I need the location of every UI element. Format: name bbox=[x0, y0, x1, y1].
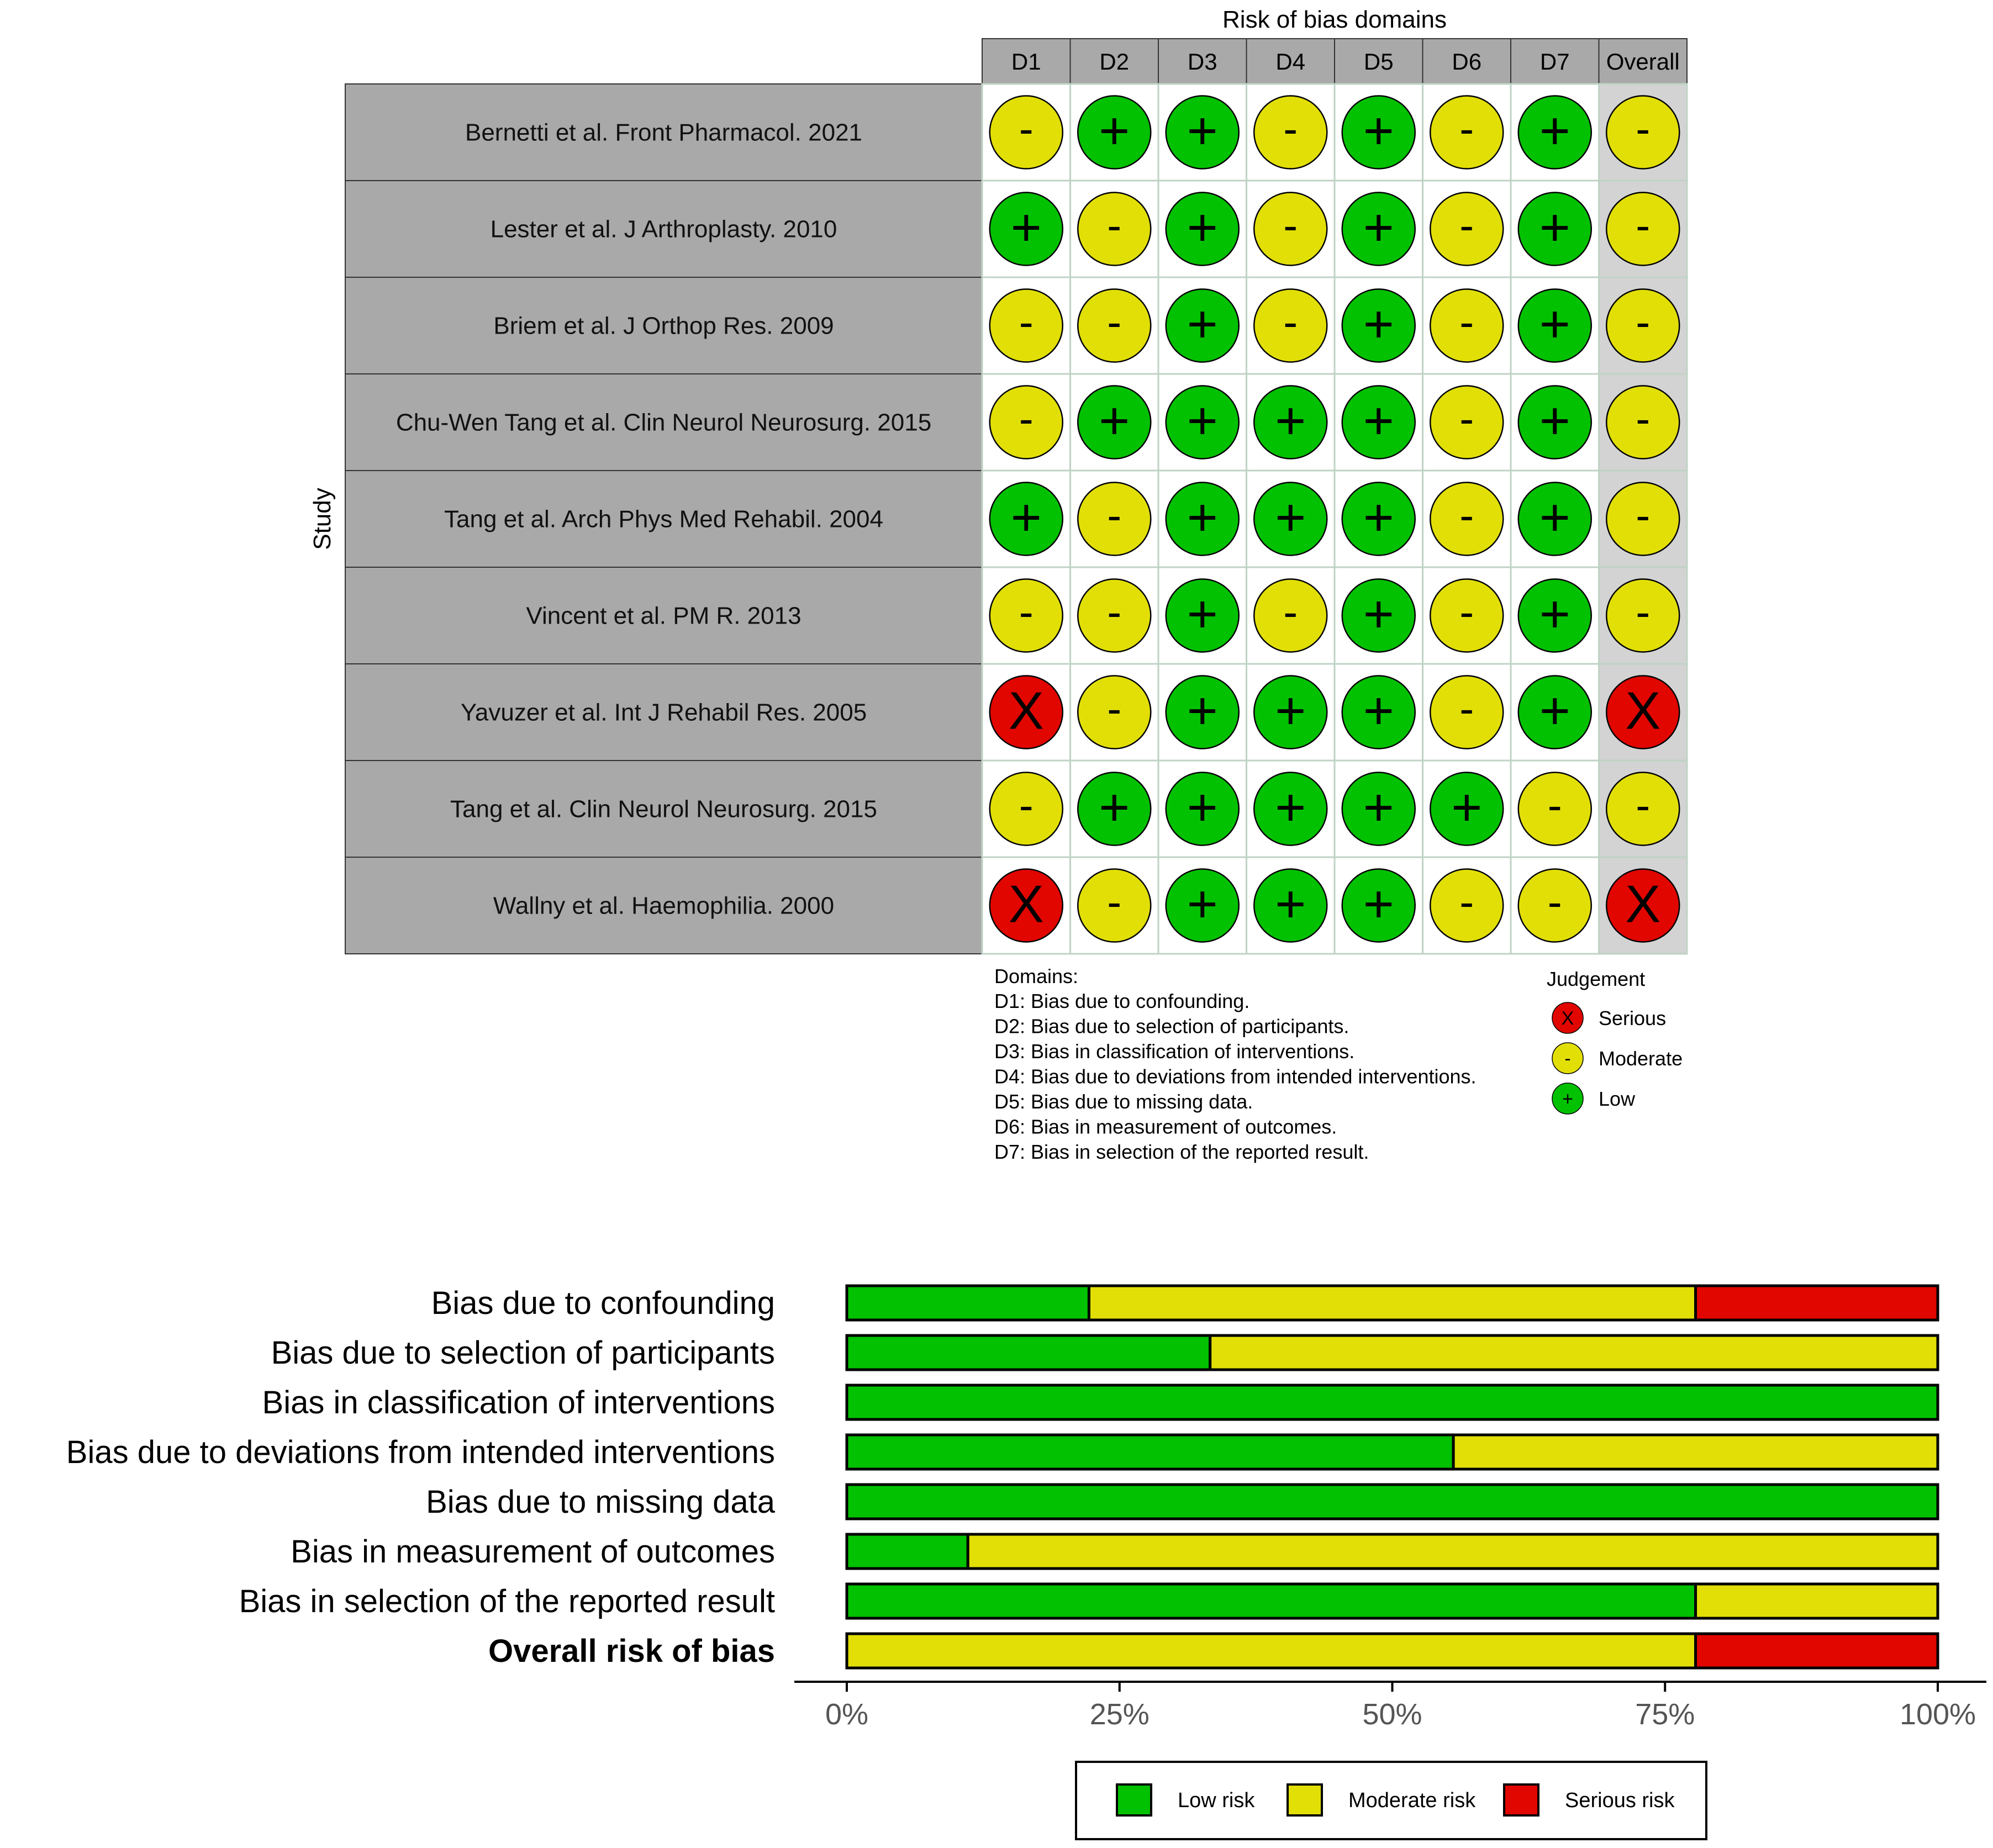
legend-moderate-label: Moderate bbox=[1599, 1047, 1683, 1070]
domains-caption-line: D6: Bias in measurement of outcomes. bbox=[994, 1115, 1337, 1138]
judgement-symbol: + bbox=[1539, 294, 1570, 354]
category-label: Bias due to confounding bbox=[431, 1285, 775, 1321]
judgement-symbol: - bbox=[1459, 587, 1474, 636]
judgement-symbol: - bbox=[1283, 587, 1298, 636]
domain-header-d7: D7 bbox=[1539, 49, 1570, 75]
study-label: Briem et al. J Orthop Res. 2009 bbox=[493, 312, 834, 340]
judgement-symbol: + bbox=[1187, 294, 1218, 354]
bar-segment-moderate-risk bbox=[1696, 1584, 1938, 1618]
judgement-symbol: - bbox=[1636, 297, 1651, 346]
judgement-symbol: - bbox=[1459, 394, 1474, 443]
judgement-symbol: - bbox=[1459, 490, 1474, 540]
bar-segment-serious-risk bbox=[1696, 1286, 1938, 1320]
series-legend-label: Moderate risk bbox=[1348, 1789, 1476, 1812]
judgement-symbol: - bbox=[1107, 297, 1122, 346]
judgement-symbol: - bbox=[1283, 297, 1298, 346]
judgement-symbol: + bbox=[1363, 391, 1394, 451]
legend-serious-label: Serious bbox=[1599, 1007, 1667, 1029]
category-label: Bias in measurement of outcomes bbox=[291, 1534, 775, 1570]
judgement-symbol: + bbox=[1187, 101, 1218, 161]
domain-header-d4: D4 bbox=[1275, 49, 1306, 75]
study-label: Tang et al. Arch Phys Med Rehabil. 2004 bbox=[444, 505, 883, 533]
bar-segment-moderate-risk bbox=[1453, 1435, 1938, 1469]
bar-segment-low-risk bbox=[847, 1335, 1210, 1370]
study-label: Yavuzer et al. Int J Rehabil Res. 2005 bbox=[460, 699, 867, 726]
judgement-symbol: - bbox=[1019, 780, 1034, 830]
bar-segment-low-risk bbox=[847, 1435, 1453, 1469]
judgement-symbol: - bbox=[1107, 200, 1122, 250]
study-label: Bernetti et al. Front Pharmacol. 2021 bbox=[465, 119, 863, 146]
judgement-symbol: + bbox=[1187, 681, 1218, 741]
summary-bar-chart bbox=[66, 1285, 1986, 1839]
bar-segment-moderate-risk bbox=[847, 1634, 1696, 1668]
legend-symbol: - bbox=[1564, 1048, 1571, 1069]
judgement-symbol: - bbox=[1107, 684, 1122, 733]
bar-segment-low-risk bbox=[847, 1534, 968, 1569]
domain-header-d1: D1 bbox=[1011, 49, 1041, 75]
judgement-symbol: - bbox=[1019, 394, 1034, 443]
legend-low-label: Low bbox=[1599, 1087, 1636, 1110]
x-tick-label: 50% bbox=[1362, 1698, 1422, 1731]
legend-symbol: + bbox=[1562, 1089, 1573, 1110]
y-axis-label: Study bbox=[309, 488, 336, 550]
judgement-symbol: - bbox=[1459, 297, 1474, 346]
series-legend-label: Serious risk bbox=[1565, 1789, 1675, 1812]
judgement-symbol: + bbox=[1539, 681, 1570, 741]
judgement-symbol: + bbox=[1275, 778, 1306, 837]
judgement-symbol: - bbox=[1019, 587, 1034, 636]
x-tick-label: 25% bbox=[1089, 1698, 1150, 1731]
series-legend-label: Low risk bbox=[1178, 1789, 1255, 1812]
judgement-symbol: - bbox=[1636, 780, 1651, 830]
judgement-symbol: + bbox=[1187, 584, 1218, 644]
domains-caption-heading: Domains: bbox=[994, 965, 1079, 988]
series-legend-swatch bbox=[1288, 1784, 1322, 1815]
bar-segment-moderate-risk bbox=[1210, 1335, 1938, 1370]
judgement-symbol: + bbox=[1275, 681, 1306, 741]
x-tick-label: 0% bbox=[825, 1698, 869, 1731]
judgement-symbol: - bbox=[1636, 490, 1651, 540]
judgement-symbol: + bbox=[1187, 391, 1218, 451]
judgement-symbol: X bbox=[1625, 681, 1661, 741]
judgement-symbol: - bbox=[1107, 587, 1122, 636]
traffic-light-plot bbox=[309, 6, 1687, 1163]
series-legend-swatch bbox=[1504, 1784, 1538, 1815]
domain-header-overall: Overall bbox=[1606, 49, 1680, 75]
judgement-symbol: + bbox=[1363, 294, 1394, 354]
judgement-symbol: - bbox=[1019, 297, 1034, 346]
judgement-symbol: + bbox=[1363, 584, 1394, 644]
judgement-symbol: - bbox=[1459, 877, 1474, 926]
study-label: Tang et al. Clin Neurol Neurosurg. 2015 bbox=[450, 795, 877, 823]
judgement-symbol: + bbox=[1363, 778, 1394, 837]
x-tick-label: 100% bbox=[1899, 1698, 1976, 1731]
x-tick-label: 75% bbox=[1635, 1698, 1695, 1731]
judgement-symbol: - bbox=[1283, 104, 1298, 153]
category-label: Bias due to deviations from intended interventions bbox=[66, 1434, 775, 1470]
domains-caption-line: D1: Bias due to confounding. bbox=[994, 990, 1250, 1012]
domains-caption-line: D5: Bias due to missing data. bbox=[994, 1090, 1253, 1113]
judgement-symbol: + bbox=[1451, 778, 1483, 837]
domain-header-d3: D3 bbox=[1187, 49, 1217, 75]
judgement-symbol: + bbox=[1010, 198, 1042, 257]
domains-caption-line: D4: Bias due to deviations from intended interventions. bbox=[994, 1065, 1477, 1088]
study-label: Lester et al. J Arthroplasty. 2010 bbox=[490, 215, 837, 243]
judgement-symbol: - bbox=[1283, 200, 1298, 250]
study-label: Wallny et al. Haemophilia. 2000 bbox=[493, 892, 835, 920]
domain-header-d6: D6 bbox=[1452, 49, 1482, 75]
judgement-symbol: + bbox=[1187, 488, 1218, 547]
bar-segment-low-risk bbox=[847, 1485, 1938, 1519]
judgement-symbol: - bbox=[1636, 587, 1651, 636]
judgement-symbol: + bbox=[1187, 198, 1218, 257]
judgement-symbol: X bbox=[1008, 874, 1044, 934]
judgement-symbol: + bbox=[1099, 391, 1130, 451]
bar-segment-low-risk bbox=[847, 1584, 1696, 1618]
judgement-symbol: - bbox=[1547, 877, 1562, 926]
judgement-symbol: - bbox=[1636, 104, 1651, 153]
judgement-symbol: + bbox=[1275, 391, 1306, 451]
judgement-legend-title: Judgement bbox=[1547, 968, 1646, 990]
judgement-symbol: + bbox=[1187, 778, 1218, 837]
domain-header-d2: D2 bbox=[1099, 49, 1130, 75]
judgement-symbol: - bbox=[1107, 877, 1122, 926]
domain-header-d5: D5 bbox=[1363, 49, 1394, 75]
judgement-symbol: + bbox=[1539, 391, 1570, 451]
bar-segment-moderate-risk bbox=[968, 1534, 1938, 1569]
judgement-symbol: + bbox=[1275, 874, 1306, 934]
judgement-symbol: + bbox=[1363, 488, 1394, 547]
judgement-symbol: + bbox=[1187, 874, 1218, 934]
judgement-symbol: X bbox=[1008, 681, 1044, 741]
study-label: Chu-Wen Tang et al. Clin Neurol Neurosurg. 2015 bbox=[396, 409, 932, 436]
judgement-symbol: - bbox=[1547, 780, 1562, 830]
category-label: Bias in classification of interventions bbox=[262, 1385, 775, 1421]
domains-caption-line: D2: Bias due to selection of participants. bbox=[994, 1015, 1349, 1038]
domains-caption-line: D7: Bias in selection of the reported result. bbox=[994, 1141, 1369, 1163]
judgement-symbol: - bbox=[1107, 490, 1122, 540]
judgement-symbol: - bbox=[1019, 104, 1034, 153]
category-label: Bias due to missing data bbox=[426, 1484, 775, 1520]
judgement-symbol: + bbox=[1539, 584, 1570, 644]
judgement-symbol: X bbox=[1625, 874, 1661, 934]
judgement-symbol: + bbox=[1363, 874, 1394, 934]
judgement-symbol: + bbox=[1010, 488, 1042, 547]
bar-segment-serious-risk bbox=[1696, 1634, 1938, 1668]
category-label: Bias due to selection of participants bbox=[271, 1335, 775, 1371]
bar-segment-low-risk bbox=[847, 1385, 1938, 1419]
legend-symbol: X bbox=[1561, 1008, 1574, 1029]
category-label: Bias in selection of the reported result bbox=[239, 1583, 775, 1619]
bar-segment-moderate-risk bbox=[1089, 1286, 1695, 1320]
judgement-symbol: + bbox=[1363, 101, 1394, 161]
judgement-symbol: + bbox=[1539, 101, 1570, 161]
bar-segment-low-risk bbox=[847, 1286, 1089, 1320]
judgement-symbol: - bbox=[1459, 104, 1474, 153]
judgement-symbol: + bbox=[1275, 488, 1306, 547]
judgement-symbol: + bbox=[1539, 198, 1570, 257]
judgement-symbol: - bbox=[1459, 200, 1474, 250]
judgement-symbol: + bbox=[1363, 681, 1394, 741]
judgement-symbol: - bbox=[1636, 394, 1651, 443]
judgement-symbol: - bbox=[1636, 200, 1651, 250]
judgement-symbol: - bbox=[1459, 684, 1474, 733]
domains-caption-line: D3: Bias in classification of interventions. bbox=[994, 1040, 1355, 1063]
traffic-light-title: Risk of bias domains bbox=[1222, 6, 1447, 33]
study-label: Vincent et al. PM R. 2013 bbox=[526, 602, 802, 630]
judgement-symbol: + bbox=[1099, 101, 1130, 161]
series-legend-swatch bbox=[1117, 1784, 1151, 1815]
judgement-symbol: + bbox=[1539, 488, 1570, 547]
judgement-symbol: + bbox=[1363, 198, 1394, 257]
judgement-symbol: + bbox=[1099, 778, 1130, 837]
category-label: Overall risk of bias bbox=[488, 1633, 775, 1669]
